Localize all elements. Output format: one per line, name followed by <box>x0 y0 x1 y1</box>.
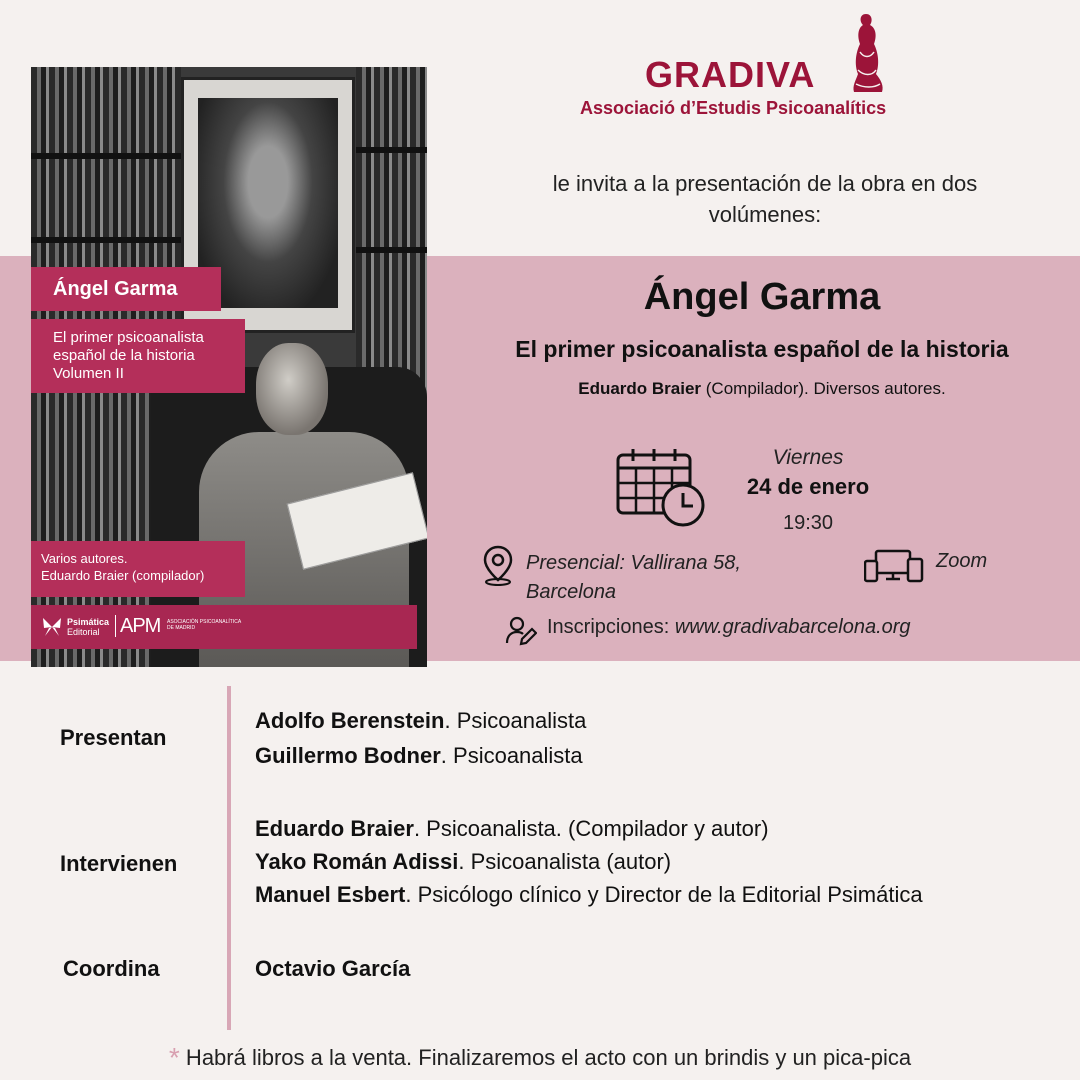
shelf-bar <box>31 237 181 243</box>
cover-authors: Varios autores. Eduardo Braier (compilador) <box>31 541 245 597</box>
event-date: 24 de enero <box>746 474 870 499</box>
role-presentan: Presentan <box>60 725 167 750</box>
devices-icon <box>864 549 924 583</box>
event-compiler: Eduardo Braier (Compilador). Diversos autores. <box>578 379 946 398</box>
book-cover <box>31 67 427 667</box>
person-row: Manuel Esbert. Psicólogo clínico y Director de la Editorial Psimática <box>255 882 923 907</box>
inscriptions-url[interactable]: www.gradivabarcelona.org <box>674 616 911 638</box>
role-intervienen: Intervienen <box>60 851 178 876</box>
user-edit-icon <box>505 615 537 647</box>
event-title: Ángel Garma <box>643 276 881 318</box>
shelf-bar <box>356 147 427 153</box>
inscriptions: Inscripciones: www.gradivabarcelona.org <box>547 616 911 638</box>
event-place: Presencial: Vallirana 58, Barcelona <box>526 552 741 603</box>
calendar-clock-icon <box>615 446 707 528</box>
person-row: Octavio García <box>255 956 411 981</box>
person-row: Eduardo Braier. Psicoanalista. (Compilador y autor) <box>255 816 769 841</box>
person-row: Yako Román Adissi. Psicoanalista (autor) <box>255 849 672 874</box>
event-time: 19:30 <box>782 512 834 534</box>
cover-publisher-bar <box>31 605 417 649</box>
invitation-text: le invita a la presentación de la obra en dos volúmenes: <box>552 171 978 227</box>
man-head <box>256 343 328 435</box>
butterfly-icon <box>41 617 63 637</box>
statue-icon <box>846 12 886 94</box>
association-name: Associació d’Estudis Psicoanalítics <box>580 98 887 118</box>
cover-title: Ángel Garma <box>31 267 221 311</box>
event-day: Viernes <box>772 446 844 469</box>
publisher-name: Psimática Editorial <box>67 617 110 637</box>
footer-note: * Habrá libros a la venta. Finalizaremos el acto con un brindis y un pica-pica <box>168 1042 912 1073</box>
location-pin-icon <box>481 544 515 586</box>
event-zoom: Zoom <box>936 550 988 572</box>
asterisk-icon: * <box>168 1042 180 1073</box>
person-row: Adolfo Berenstein. Psicoanalista <box>255 708 587 733</box>
apm-logo: APM <box>115 615 160 637</box>
shelf-bar <box>356 247 427 253</box>
apm-subtitle: ASOCIACIÓN PSICOANALÍTICA DE MADRID <box>167 619 242 631</box>
cover-subtitle: El primer psicoanalista español de la historia Volumen II <box>31 319 245 393</box>
person-row: Guillermo Bodner. Psicoanalista <box>255 743 583 768</box>
gradiva-logo: GRADIVA <box>645 54 816 95</box>
event-subtitle: El primer psicoanalista español de la historia <box>515 336 1009 362</box>
divider-line <box>227 686 231 1030</box>
role-coordina: Coordina <box>63 956 160 981</box>
shelf-bar <box>31 153 181 159</box>
